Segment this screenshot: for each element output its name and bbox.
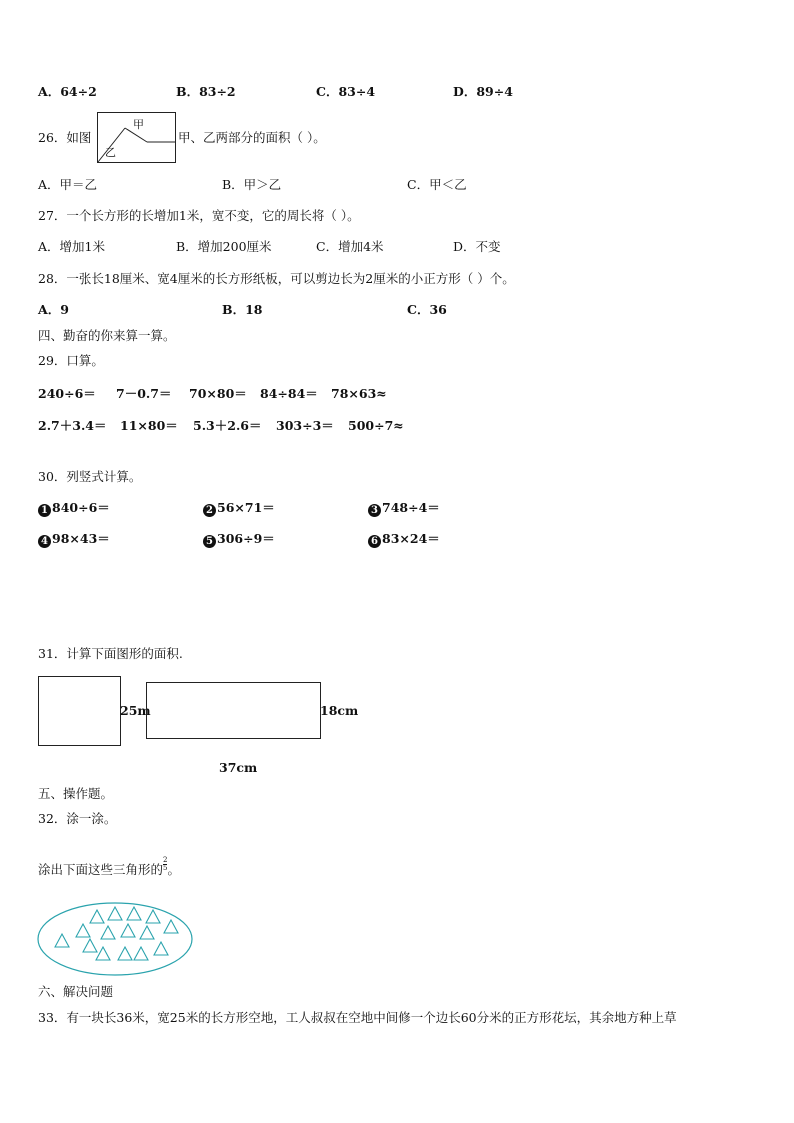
q30-item-expr: 306÷9＝ (217, 531, 275, 546)
q26-suffix: 甲、乙两部分的面积（ ）。 (178, 130, 326, 145)
q33-text: 33．有一块长36米，宽25米的长方形空地，工人叔叔在空地中间修一个边长60分米的正方形花坛，其余地方种上草 (38, 1010, 677, 1025)
triangle (83, 939, 97, 952)
triangle (108, 907, 122, 920)
q30-item (38, 500, 110, 517)
q31-square (38, 676, 121, 746)
triangle (146, 910, 160, 923)
q30-item-expr: 840÷6＝ (52, 500, 110, 515)
q30-item (368, 531, 440, 548)
q30-item-expr: 83×24＝ (382, 531, 440, 546)
q30-item-number: 6 (368, 535, 381, 548)
q30-title: 30．列竖式计算。 (38, 469, 142, 484)
q32-triangles-figure (36, 900, 198, 978)
q30-item-number: 5 (203, 535, 216, 548)
q29-item: 240÷6＝ (38, 386, 96, 401)
q30-item (203, 531, 275, 548)
triangle (121, 924, 135, 937)
q32-fraction-denominator: 5 (163, 864, 168, 872)
q32-instruction-text: 涂出下面这些三角形的 (38, 862, 164, 877)
q31-title: 31．计算下面图形的面积. (38, 646, 183, 661)
q25-option-c: C．83÷4 (316, 84, 376, 99)
section-5-title: 五、操作题。 (38, 786, 114, 801)
triangle (90, 910, 104, 923)
q29-item: 2.7＋3.4＝ (38, 418, 107, 433)
q32-fraction-numerator: 2 (163, 856, 168, 864)
q32-title: 32．涂一涂。 (38, 811, 117, 826)
q26-option-a: A．甲＝乙 (38, 177, 98, 192)
triangle (154, 942, 168, 955)
q31-rect-height-label: 18cm (320, 703, 359, 718)
triangle (134, 947, 148, 960)
q29-item: 11×80＝ (120, 418, 178, 433)
q30-item (368, 500, 440, 517)
q31-square-side-label: 25m (120, 703, 151, 718)
triangle (76, 924, 90, 937)
q29-item: 78×63≈ (331, 386, 387, 401)
q31-rect-width-label: 37cm (219, 760, 258, 775)
q27-option-b: B．增加200厘米 (176, 239, 272, 254)
q30-item (203, 500, 275, 517)
q27-option-d: D．不变 (453, 239, 501, 254)
q25-option-b: B．83÷2 (176, 84, 236, 99)
q32-instruction (38, 857, 180, 878)
q26-label-yi: 乙 (105, 146, 116, 159)
q26-option-b: B．甲＞乙 (222, 177, 282, 192)
q30-item-number: 4 (38, 535, 51, 548)
q25-option-a: A．64÷2 (38, 84, 97, 99)
q30-item-expr: 748÷4＝ (382, 500, 440, 515)
q32-instruction-end: 。 (167, 862, 180, 877)
section-6-title: 六、解决问题 (38, 984, 114, 999)
q26-figure (97, 112, 177, 164)
q30-item-expr: 98×43＝ (52, 531, 110, 546)
section-4-title: 四、勤奋的你来算一算。 (38, 328, 176, 343)
triangle (101, 926, 115, 939)
q27-option-c: C．增加4米 (316, 239, 384, 254)
q27-option-a: A．增加1米 (38, 239, 105, 254)
q26-label-jia: 甲 (133, 118, 144, 131)
triangle (96, 947, 110, 960)
q29-item: 84÷84＝ (260, 386, 318, 401)
q31-rectangle (146, 682, 321, 739)
q29-item: 7－0.7＝ (116, 386, 172, 401)
q28-option-c: C．36 (407, 302, 447, 317)
triangle (55, 934, 69, 947)
q28-text: 28．一张长18厘米、宽4厘米的长方形纸板，可以剪边长为2厘米的小正方形（ ）个。 (38, 271, 515, 286)
q29-item: 5.3＋2.6＝ (193, 418, 262, 433)
triangle (164, 920, 178, 933)
q26-prefix: 26．如图 (38, 130, 92, 145)
q29-item: 70×80＝ (189, 386, 247, 401)
q28-option-b: B．18 (222, 302, 263, 317)
q30-item-number: 2 (203, 504, 216, 517)
q29-title: 29．口算。 (38, 353, 104, 368)
q30-item-number: 1 (38, 504, 51, 517)
q27-text: 27．一个长方形的长增加1米，宽不变，它的周长将（ ）。 (38, 208, 360, 223)
q30-item-expr: 56×71＝ (217, 500, 275, 515)
q26-option-c: C．甲＜乙 (407, 177, 467, 192)
q29-item: 303÷3＝ (276, 418, 334, 433)
q25-option-d: D．89÷4 (453, 84, 513, 99)
q30-item-number: 3 (368, 504, 381, 517)
triangle (127, 907, 141, 920)
triangle (140, 926, 154, 939)
q28-option-a: A．9 (38, 302, 69, 317)
q30-item (38, 531, 110, 548)
triangle (118, 947, 132, 960)
q29-item: 500÷7≈ (348, 418, 404, 433)
